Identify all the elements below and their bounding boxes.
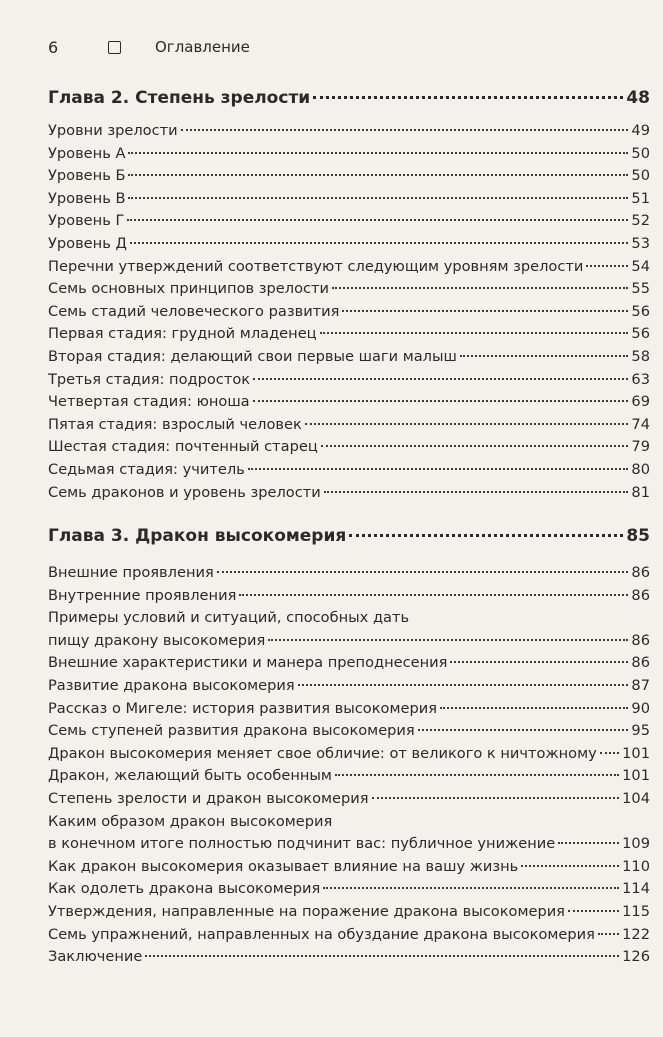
leader-dots [372, 797, 620, 799]
leader-dots [568, 910, 619, 912]
toc-entry-title: Уровень Б [48, 167, 126, 185]
toc-entry-title-line1: Каким образом дракон высокомерия [48, 812, 333, 830]
toc-entry-page: 81 [631, 483, 650, 501]
leader-dots [586, 265, 628, 267]
toc-entry[interactable] [48, 369, 650, 392]
toc-entry-title: Утверждения, направленные на поражение дракона высокомерия [48, 902, 565, 920]
toc-entry-title-line1: Примеры условий и ситуаций, способных дать [48, 609, 410, 627]
toc-entry-page: 50 [631, 167, 650, 185]
toc-entry-title: Дракон высокомерия меняет свое обличие: от великого к ничтожному [48, 744, 597, 762]
chapter-title: Глава 3. Дракон высокомерия [48, 526, 347, 546]
toc-entry[interactable] [48, 233, 650, 256]
leader-dots [305, 423, 629, 425]
leader-dots [349, 534, 623, 537]
leader-dots [332, 287, 628, 289]
toc-entry[interactable] [48, 323, 650, 346]
toc-entry-title: Шестая стадия: почтенный старец [48, 438, 318, 456]
leader-dots [521, 865, 619, 867]
toc-entry-page: 86 [631, 654, 650, 672]
leader-dots [128, 174, 628, 176]
leader-dots [145, 955, 619, 957]
leader-dots [128, 197, 628, 199]
leader-dots [298, 684, 629, 686]
chapter-3-entries [48, 562, 650, 969]
section-title: Оглавление [155, 38, 250, 56]
toc-entry-title: Заключение [48, 948, 143, 966]
leader-dots [217, 571, 629, 573]
toc-entry[interactable] [48, 278, 650, 301]
toc-entry[interactable] [48, 765, 650, 788]
toc-entry[interactable] [48, 436, 650, 459]
toc-entry[interactable] [48, 210, 650, 233]
toc-entry-page: 86 [631, 564, 650, 581]
toc-entry[interactable] [48, 301, 650, 324]
toc-entry-page: 87 [631, 676, 650, 694]
toc-entry-page: 110 [622, 857, 650, 875]
leader-dots [418, 729, 629, 731]
toc-entry-title: в конечном итоге полностью подчинит вас: публичное унижение [48, 835, 556, 853]
leader-dots [248, 468, 629, 470]
toc-entry-title: Перечни утверждений соответствуют следующим уровням зрелости [48, 257, 584, 275]
chapter-heading[interactable] [48, 526, 650, 554]
toc-entry[interactable] [48, 165, 650, 188]
toc-entry-title: Первая стадия: грудной младенец [48, 325, 317, 343]
leader-dots [323, 887, 619, 889]
toc-entry[interactable] [48, 143, 650, 166]
toc-entry-title: Четвертая стадия: юноша [48, 393, 250, 411]
toc-entry-page: 53 [631, 234, 650, 252]
toc-entry-page: 56 [631, 302, 650, 320]
toc-entry-title: Третья стадия: подросток [48, 370, 251, 388]
leader-dots [600, 752, 619, 754]
toc-entry[interactable] [48, 630, 650, 653]
chapter-heading[interactable] [48, 88, 650, 116]
toc-entry-page: 74 [631, 415, 650, 433]
toc-entry-page: 79 [631, 438, 650, 456]
toc-entry-page: 90 [631, 699, 650, 717]
toc-entry-page: 50 [631, 144, 650, 162]
toc-entry-title: Семь упражнений, направленных на обуздание дракона высокомерия [48, 925, 595, 943]
leader-dots [181, 129, 629, 131]
toc-entry-page: 56 [631, 325, 650, 343]
chapter-title: Глава 2. Степень зрелости [48, 88, 311, 108]
toc-entry[interactable] [48, 743, 650, 766]
toc-entry[interactable] [48, 120, 650, 143]
leader-dots [440, 707, 628, 709]
chapter-2-block [48, 88, 650, 504]
toc-entry[interactable] [48, 482, 650, 505]
toc-entry-page: 109 [622, 835, 650, 853]
chapter-page: 85 [626, 526, 650, 546]
toc-entry-title: Уровень Д [48, 234, 127, 252]
toc-entry-title: Развитие дракона высокомерия [48, 676, 295, 694]
toc-entry-title: Как дракон высокомерия оказывает влияние на вашу жизнь [48, 857, 519, 875]
toc-entry[interactable] [48, 414, 650, 437]
leader-dots [268, 639, 628, 641]
chapter-3-block [48, 526, 650, 969]
toc-entry-page: 52 [631, 212, 650, 230]
chapter-2-entries [48, 120, 650, 504]
page-header [48, 36, 633, 58]
leader-dots [253, 378, 628, 380]
chapter-page: 48 [626, 88, 650, 108]
leader-dots [253, 400, 629, 402]
toc-entry-title: Внешние проявления [48, 564, 214, 581]
leader-dots [313, 96, 623, 99]
toc-entry[interactable] [48, 675, 650, 698]
toc-entry-page: 80 [631, 460, 650, 478]
toc-entry[interactable] [48, 188, 650, 211]
toc-entry-page: 101 [622, 767, 650, 785]
toc-entry-title: Семь драконов и уровень зрелости [48, 483, 321, 501]
toc-entry-page: 49 [631, 122, 650, 139]
toc-entry[interactable] [48, 256, 650, 279]
leader-dots [127, 219, 628, 221]
leader-dots [324, 491, 629, 493]
toc-entry-title: пищу дракону высокомерия [48, 631, 266, 649]
toc-entry-page: 54 [631, 257, 650, 275]
toc-entry[interactable] [48, 698, 650, 721]
leader-dots [239, 594, 628, 596]
toc-entry-page: 104 [622, 789, 650, 807]
toc-entry[interactable] [48, 459, 650, 482]
toc-entry-title: Дракон, желающий быть особенным [48, 767, 332, 785]
toc-entry[interactable] [48, 652, 650, 675]
toc-entry-title: Семь ступеней развития дракона высокомерия [48, 722, 415, 740]
toc-entry-title: Вторая стадия: делающий свои первые шаги малыш [48, 347, 457, 365]
leader-dots [558, 842, 619, 844]
toc-entry-page: 126 [622, 948, 650, 966]
toc-entry[interactable] [48, 788, 650, 811]
leader-dots [342, 310, 628, 312]
toc-entry-title: Семь основных принципов зрелости [48, 280, 330, 298]
toc-entry-line [48, 607, 650, 630]
leader-dots [128, 152, 628, 154]
leader-dots [335, 774, 619, 776]
toc-entry-page: 58 [631, 347, 650, 365]
toc-entry[interactable] [48, 924, 650, 947]
toc-entry[interactable] [48, 585, 650, 608]
toc-entry-title: Рассказ о Мигеле: история развития высокомерия [48, 699, 437, 717]
toc-entry-page: 122 [622, 925, 650, 943]
toc-entry[interactable] [48, 946, 650, 969]
toc-entry-page: 69 [631, 393, 650, 411]
toc-entry-page: 86 [631, 586, 650, 604]
toc-entry-page: 51 [631, 189, 650, 207]
toc-entry-title: Уровень В [48, 189, 126, 207]
toc-entry[interactable] [48, 391, 650, 414]
toc-entry-title: Внутренние проявления [48, 586, 237, 604]
toc-entry[interactable] [48, 833, 650, 856]
toc-entry-page: 86 [631, 631, 650, 649]
toc-entry-title: Уровни зрелости [48, 122, 178, 139]
toc-entry[interactable] [48, 562, 650, 585]
toc-entry[interactable] [48, 720, 650, 743]
toc-entry-page: 63 [631, 370, 650, 388]
leader-dots [460, 355, 629, 357]
toc-entry-title: Уровень Г [48, 212, 125, 230]
leader-dots [320, 332, 629, 334]
toc-entry[interactable] [48, 856, 650, 879]
toc-entry-title: Степень зрелости и дракон высокомерия [48, 789, 369, 807]
toc-entry-title: Уровень А [48, 144, 126, 162]
toc-entry-page: 114 [622, 880, 650, 898]
toc-entry-page: 115 [622, 902, 650, 920]
toc-entry[interactable] [48, 346, 650, 369]
toc-entry-page: 101 [622, 744, 650, 762]
toc-entry-title: Седьмая стадия: учитель [48, 460, 245, 478]
toc-entry[interactable] [48, 878, 650, 901]
page-number: 6 [48, 37, 59, 57]
toc-entry-page: 95 [631, 722, 650, 740]
leader-dots [450, 661, 628, 663]
toc-entry-title: Семь стадий человеческого развития [48, 302, 340, 320]
toc-entry-title: Пятая стадия: взрослый человек [48, 415, 302, 433]
toc-entry-title: Как одолеть дракона высокомерия [48, 880, 321, 898]
toc-entry-line [48, 811, 650, 834]
toc-entry[interactable] [48, 901, 650, 924]
leader-dots [598, 933, 619, 935]
square-bullet-icon [108, 41, 121, 54]
leader-dots [130, 242, 629, 244]
toc-entry-page: 55 [631, 280, 650, 298]
leader-dots [321, 445, 629, 447]
toc-entry-title: Внешние характеристики и манера преподнесения [48, 654, 448, 672]
